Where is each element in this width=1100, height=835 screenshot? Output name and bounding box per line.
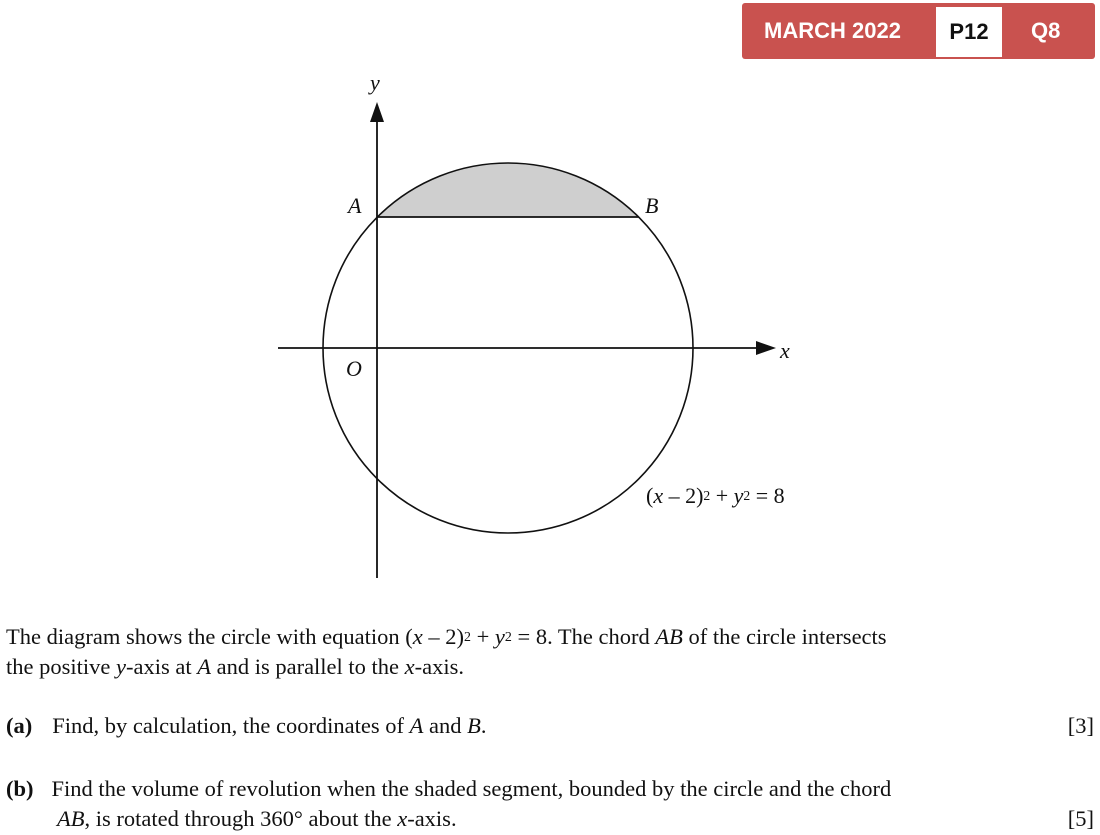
- session-label: MARCH 2022: [764, 18, 901, 43]
- point-a-label: A: [348, 193, 362, 218]
- part-b-line-1: (b) Find the volume of revolution when the shaded segment, bounded by the circle and the chord: [6, 776, 892, 801]
- part-a-marks: [3]: [1067, 713, 1094, 738]
- y-axis-arrow: [370, 102, 384, 122]
- intro-line-2: the positive y-axis at A and is parallel to the x-axis.: [6, 654, 465, 679]
- question-number: Q8: [1031, 18, 1061, 43]
- part-b-label: (b): [6, 776, 34, 801]
- part-a: (a) Find, by calculation, the coordinates of A and B.: [6, 713, 487, 738]
- paper-label: P12: [936, 7, 1002, 57]
- part-b-line-2: AB, is rotated through 360° about the x-axis.: [57, 806, 457, 831]
- x-axis-arrow: [756, 341, 776, 355]
- origin-label: O: [346, 356, 362, 381]
- shaded-segment: [377, 163, 639, 217]
- circle-equation: $(x - 2)^2 + y^2 = 8$: [646, 483, 785, 508]
- x-axis-label: x: [780, 338, 790, 363]
- part-a-label: (a): [6, 713, 33, 738]
- point-b-label: B: [645, 193, 659, 218]
- y-axis-label: y: [370, 70, 380, 95]
- intro-line-1: The diagram shows the circle with equation $(x - 2)^2 + y^2 = 8$. The chord AB of the circle intersects: [6, 624, 887, 649]
- part-b-marks: [5]: [1067, 806, 1094, 831]
